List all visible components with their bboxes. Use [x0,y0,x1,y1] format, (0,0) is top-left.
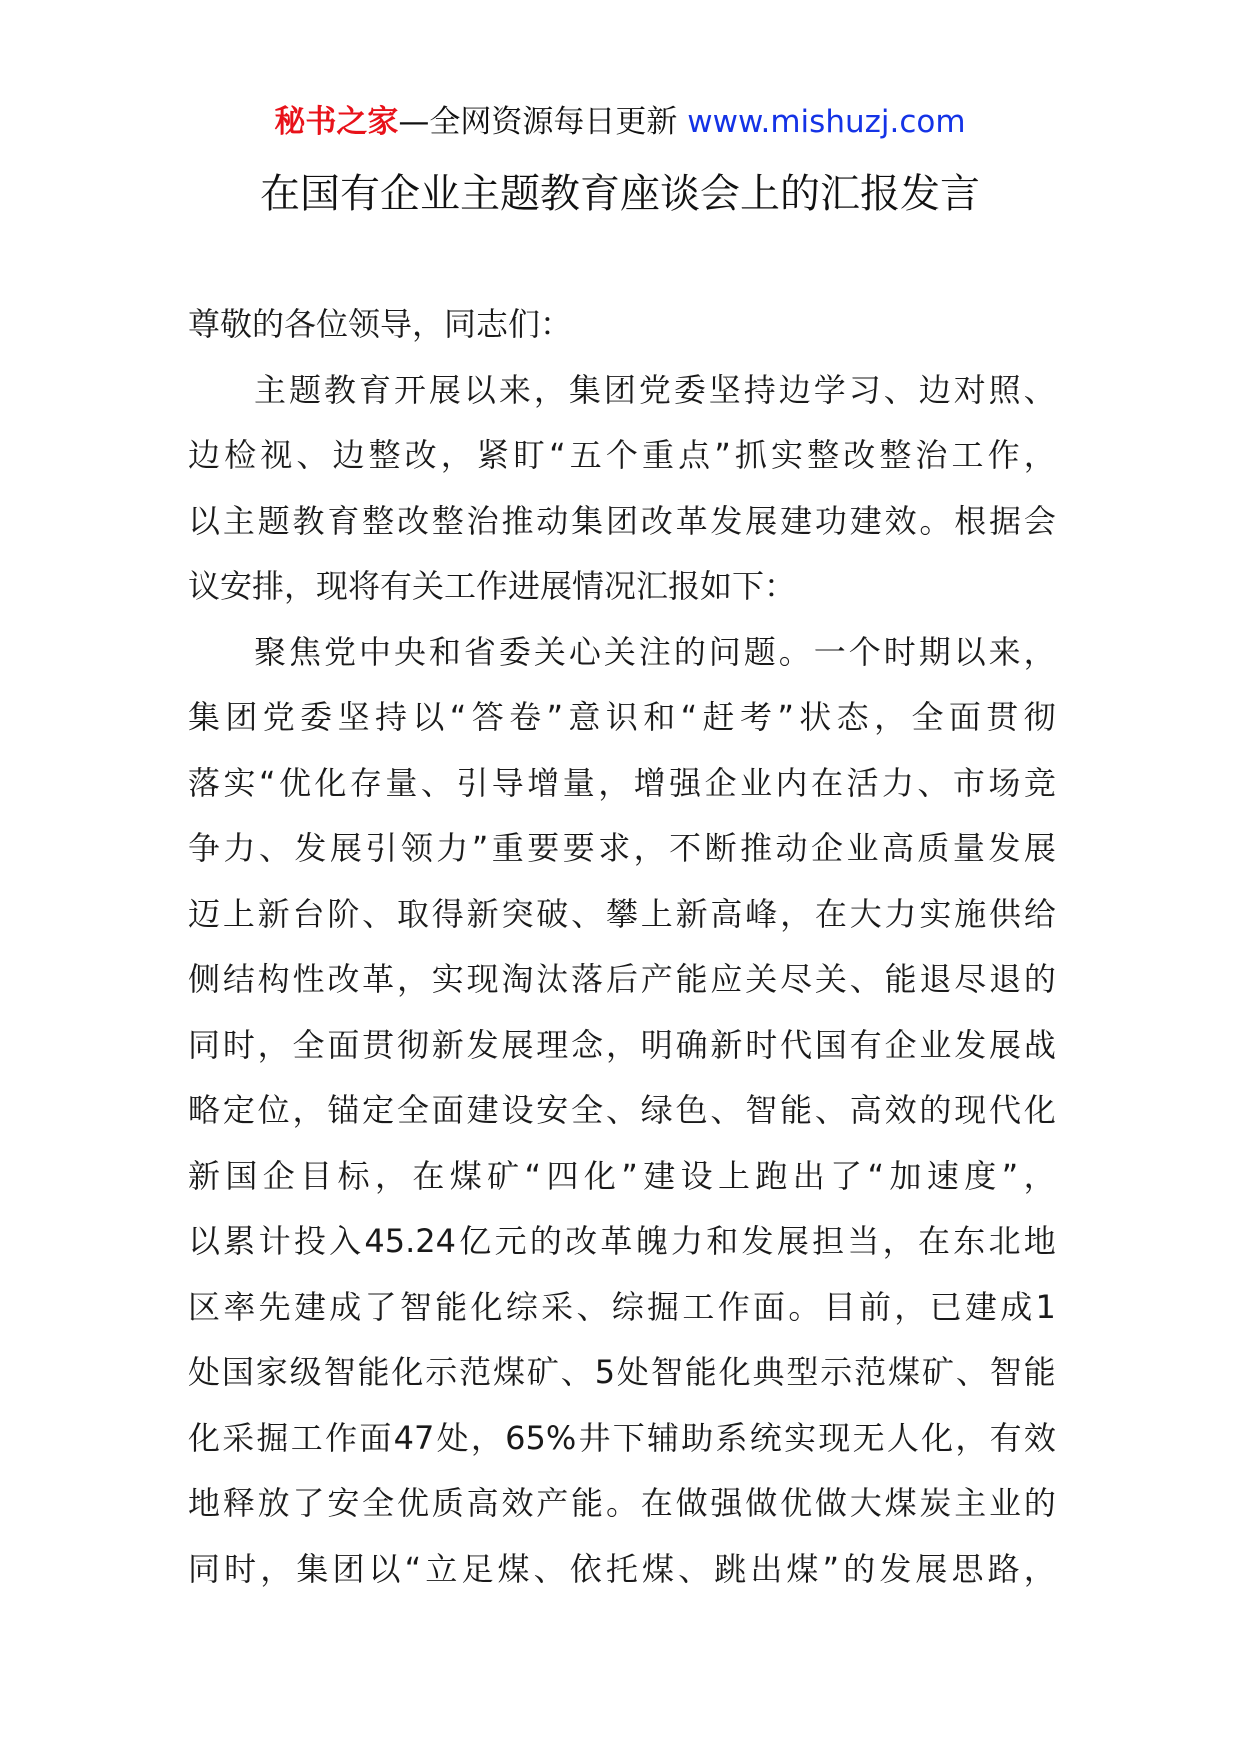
body-line: 议安排，现将有关工作进展情况汇报如下： [188,567,797,605]
body-line: 地 释 放 了 安 全 优 质 高 效 产 能 。 在 做 强 做 优 做 大 煤 炭 主 业 的 [188,1484,1056,1522]
document-body [188,292,1056,1602]
body-line: 侧 结 构 性 改 革 ， 实 现 淘 汰 落 后 产 能 应 关 尽 关 、 能 退 尽 退 的 [188,960,1056,998]
body-line: 落 实 “ 优 化 存 量 、 引 导 增 量 ， 增 强 企 业 内 在 活 力 、 市 场 竞 [188,763,1056,802]
body-line: 尊敬的各位领导，同志们： [188,305,573,343]
body-line: 区 率 先 建 成 了 智 能 化 综 采 、 综 掘 工 作 面 。 目 前 ， 已 建 成 1 [188,1287,1056,1326]
body-line: 以 主 题 教 育 整 改 整 治 推 动 集 团 改 革 发 展 建 功 建 效 。 根 据 会 [188,501,1056,540]
site-url-link[interactable]: www.mishuzj.com [687,104,966,140]
body-line: 化 采 掘 工 作 面 47 处 ， 65% 井 下 辅 助 系 统 实 现 无 人 化 ， 有 效 [188,1418,1056,1457]
body-line: 处 国 家 级 智 能 化 示 范 煤 矿 、 5 处 智 能 化 典 型 示 范 煤 矿 、 智 能 [188,1353,1056,1391]
document-title: 在国有企业主题教育座谈会上的汇报发言 [260,171,980,217]
body-line: 同 时 ， 集 团 以 “ 立 足 煤 、 依 托 煤 、 跳 出 煤 ” 的 发 展 思 路 ， [188,1549,1056,1588]
body-line: 以 累 计 投 入 45.24 亿 元 的 改 革 魄 力 和 发 展 担 当 ， 在 东 北 地 [188,1222,1056,1260]
body-line: 迈 上 新 台 阶 、 取 得 新 突 破 、 攀 上 新 高 峰 ， 在 大 力 实 施 供 给 [188,894,1056,933]
body-line: 同 时 ， 全 面 贯 彻 新 发 展 理 念 ， 明 确 新 时 代 国 有 企 业 发 展 战 [188,1025,1056,1064]
body-line: 争 力 、 发 展 引 领 力 ” 重 要 要 求 ， 不 断 推 动 企 业 高 质 量 发 展 [188,829,1056,867]
body-line: 集 团 党 委 坚 持 以 “ 答 卷 ” 意 识 和 “ 赶 考 ” 状 态 ， 全 面 贯 彻 [188,698,1056,736]
body-line: 新 国 企 目 标 ， 在 煤 矿 “ 四 化 ” 建 设 上 跑 出 了 “ 加 速 度 ” ， [188,1156,1056,1195]
body-line: 边 检 视 、 边 整 改 ， 紧 盯 “ 五 个 重 点 ” 抓 实 整 改 整 治 工 作 ， [188,436,1056,474]
body-line: 主 题 教 育 开 展 以 来 ， 集 团 党 委 坚 持 边 学 习 、 边 对 照 、 [254,370,1056,409]
body-line: 聚 焦 党 中 央 和 省 委 关 心 关 注 的 问 题 。 一 个 时 期 以 来 ， [254,632,1056,671]
body-line: 略 定 位 ， 锚 定 全 面 建 设 安 全 、 绿 色 、 智 能 、 高 效 的 现 代 化 [188,1091,1056,1129]
brand-name: 秘书之家 [274,104,399,140]
header-tagline: —全网资源每日更新 [398,104,678,140]
site-header [0,100,1240,144]
